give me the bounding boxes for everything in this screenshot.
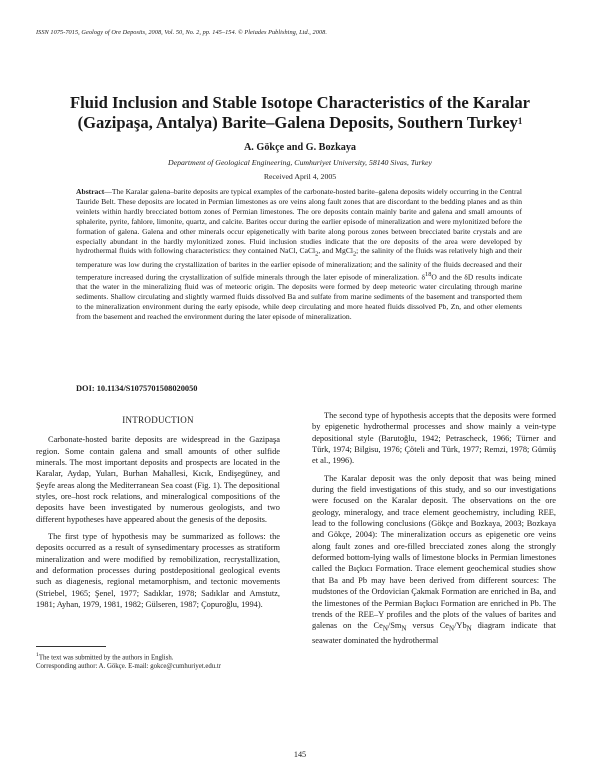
title-footnote-mark: 1 — [517, 116, 523, 126]
intro-p4-text-b: /Sm — [387, 621, 402, 631]
footnote-line-2: Corresponding author: A. Gökçe. E-mail: gokce@cumhuriyet.edu.tr — [36, 662, 222, 670]
abstract-sub-1: 2 — [315, 250, 319, 258]
abstract-text-4: O and the δD results indicate that the water in the mineralizing fluid was of meteoric origin. The deposits were formed by deep meteoric water circulating through marine sediments. Shallow circulating and slightly warmed fluids dissolved Ba and sulfate from marine sediments of the basement and transported them to the mineralization environment during the early episode, while deep circulating and more heated fluids dissolved Pb, Zn, and other elements from the basement and reached the environment during the later episode of mineralization. — [76, 272, 523, 321]
abstract-isotope-sup: 18 — [425, 270, 432, 278]
affiliation: Department of Geological Engineering, Cumhuriyet University, 58140 Sivas, Turkey — [168, 158, 432, 167]
intro-paragraph-2: The first type of hypothesis may be summarized as follows: the deposits occurred as a result of synsedimentary processes as stratiform mineralization and were modified by remobilization, recrystallization, and deformation processes during postdepositional geological events such as diagenesis, regional metamorphism, and tectonic movements (Striebel, 1965; Şenel, 1977; Sadıklar, 1978; Sadıklar and Amstutz, 1981; Ayhan, 1979, 1981, 1982; Gülseren, 1987; Çopuroğlu, 1994). — [36, 532, 280, 610]
footnote-line-1: $^1$The text was submitted by the authors in English. — [36, 652, 174, 662]
title-line-1: Fluid Inclusion and Stable Isotope Characteristics of the Karalar — [69, 93, 531, 112]
received-date: Received April 4, 2005 — [263, 172, 337, 181]
abstract — [76, 187, 522, 322]
intro-p4-sub-4: N — [466, 624, 472, 633]
intro-p4-text-c: versus Ce — [406, 621, 450, 631]
journal-header: ISSN 1075-7015, Geology of Ore Deposits, 2008, Vol. 50, No. 2, pp. 145–154. © Pleiades Publishing, Ltd., 2008. — [36, 29, 327, 36]
intro-p4-sub-1: N — [382, 624, 388, 633]
footnote-mark: 1 — [36, 652, 39, 658]
intro-p4-sub-3: N — [449, 624, 455, 633]
abstract-label: Abstract — [76, 187, 105, 196]
intro-paragraph-4 — [312, 473, 556, 647]
title-line-2: (Gazipaşa, Antalya) Barite–Galena Deposits, Southern Turkey — [77, 113, 518, 132]
authors: A. Gökçe and G. Bozkaya — [243, 142, 357, 153]
abstract-text-2: , and MgCl — [318, 246, 353, 256]
footnote — [36, 651, 286, 671]
page-number: 145 — [293, 750, 307, 759]
footnote-divider — [36, 646, 106, 647]
intro-p4-text-d: /Yb — [454, 621, 467, 631]
section-heading-introduction: INTRODUCTION — [122, 415, 194, 425]
intro-paragraph-1: Carbonate-hosted barite deposits are widespread in the Gazipaşa region. Some contain galena and small amounts of other sulfide minerals. The most important deposits and prospects are located in the Karalar, Aydap, Yuları, Burhan Mahallesi, Kıcık, Endişegüney, and Şeyfe areas along the Mediterranean Sea coast (Fig. 1). The depositional styles, ore–host rock relations, and mineralogical compositions of the deposits have been investigated by numerous geologists, and two different hypotheses have appeared about the genesis of the deposits. — [36, 435, 280, 524]
abstract-text-1: —The Karalar galena–barite deposits are typical examples of the carbonate-hosted barite–galena deposits widely occurring in the Central Tauride Belt. These deposits are located in Permian limestones as ore veins along fault zones that are discordant to the bedding planes and as thin veinlets within hardly brecciated bottom zones of Permian limestones. The ore deposits contain mainly barite and galena and small amounts of sphalerite, pyrite, fahlore, limonite, quartz, and calcite. Barites occur during the earlier episode of mineralization and were mylonitized before the formation of galena. Galena and other minerals occur epigenetically with barite along porous zones between brecciated barite crystals and are especially abundant in the hardly mylonitized zones. Fluid inclusion studies indicate that the ore deposits of the area were developed by hydrothermal fluids with following characteristics: they contained NaCl, CaCl — [76, 187, 522, 256]
right-column — [312, 410, 556, 653]
intro-p4-sub-2: N — [401, 624, 407, 633]
article-title — [30, 93, 570, 133]
abstract-sub-2: 2 — [353, 250, 357, 258]
abstract-text-3: ; the salinity of the fluids was relatively high and their temperature was low during the crystallization of barites in the earlier episode of mineralization; and the salinity of the fluids decreased and their temperature increased during the crystallization of sulfide minerals through the later episode of mineralization. δ — [76, 246, 523, 282]
doi: DOI: 10.1134/S1075701508020050 — [76, 384, 198, 393]
left-column — [36, 415, 280, 617]
intro-paragraph-3: The second type of hypothesis accepts that the deposits were formed by epigenetic hydrothermal processes and show mainly a vein-type depositional style (Barutoğlu, 1942; Petrascheck, 1966; Türner and Türk, 1974; Bilgisu, 1976; Çöteli and Türk, 1977; Remzi, 1978; Gümüş et al., 1996). — [312, 411, 556, 466]
intro-p4-text-e: diagram indicate that seawater dominated the hydrothermal — [312, 621, 556, 646]
intro-p4-text-a: The Karalar deposit was the only deposit that was being mined during the field investigations of this study, and so our investigations were focused on the Karalar deposit. The observations on the ore geology, mineralogy, and trace element geochemistry, including REE, lead to the following conclusions (Gökçe and Bozkaya, 2003; Bozkaya and Gökçe, 2004): The mineralization occurs as epigenetic ore veins along fault zones and ore-filled brecciated zones along the strongly deformed bottom-lying walls of limestone blocks in Permian limestones called the Bıçkıcı Formation. Trace element geochemical studies show that Ba and Pb may have been derived from different sources: The mudstones of the Ordovician Çakmak Formation are enriched in Ba, and the limestones of the Permian Bıçkıcı Formation are enriched in Pb. The trends of the REE–Y profiles and the plots of the values of barites and galenas on the Ce — [312, 473, 556, 631]
